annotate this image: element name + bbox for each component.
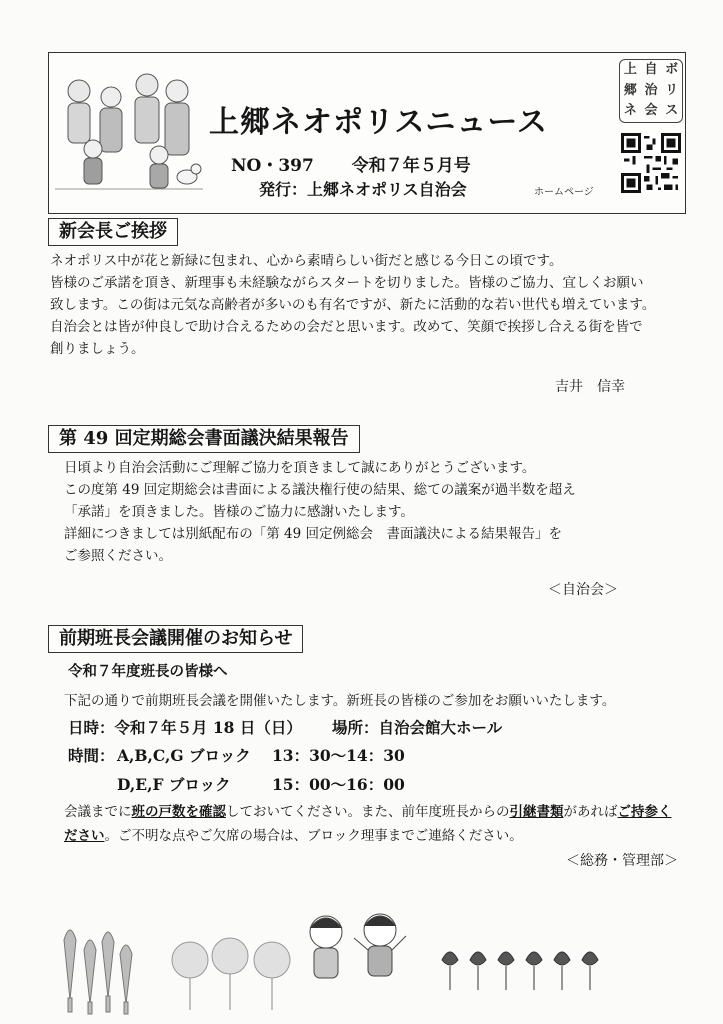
masthead — [48, 52, 686, 214]
association-logo: 上 自 ボ 郷 治 リ ネ 会 ス — [619, 59, 683, 123]
report-body: 日頃より自治会活動にご理解ご協力を頂きまして誠にありがとうございます。 この度第 49 回定期総会は書面による議決権行使の結果、総ての議案が過半数を超え 「承諾」を頂きました。皆様のご協力に感謝いたします。 詳細につきましては別紙配布の「第 49 回定例総会 書面議決による結果報告」を ご参照ください。 — [64, 460, 576, 564]
report-signature: ＜自治会＞ — [548, 582, 618, 598]
tulips-illustration — [442, 952, 598, 990]
greeting-body: ネオポリス中が花と新緑に包まれ、心から素晴らしい街だと感じる今日この頃です。 皆様のご承諾を頂き、新理事も未経験ながらスタートを切りました。皆様のご協力、宜しくお願い 致します。この街は元気な高齢者が多いのも有名ですが、新たに活動的な若い世代も増えています。 自治会とは皆が仲良しで助け合えるための会だと思います。改めて、笑顔で挨拶し合える街を皆で 創りましょう。 — [50, 253, 656, 357]
meeting-time-label: 時間： — [68, 746, 115, 765]
children-illustration — [310, 914, 406, 978]
issue-number: NO・397 — [231, 156, 314, 176]
greeting-heading: 新会長ご挨拶 — [48, 218, 178, 246]
flower-bushes-illustration — [172, 938, 290, 1010]
trees-illustration — [64, 930, 132, 1014]
publisher: 発行：上郷ネオポリス自治会 — [259, 180, 467, 199]
meeting-intro: 下記の通りで前期班長会議を開催いたします。新班長の皆様のご参加をお願いいたします。 — [64, 693, 616, 709]
meeting-signature: ＜総務・管理部＞ — [566, 853, 678, 869]
issue-date: 令和７年５月号 — [351, 156, 471, 176]
family-illustration — [55, 65, 203, 195]
issue-info — [231, 151, 471, 176]
meeting-place: 場所：自治会館大ホール — [332, 718, 503, 737]
meeting-greeting: 令和７年度班長の皆様へ — [68, 663, 228, 680]
homepage-label: ホームページ — [534, 187, 594, 198]
newsletter-title: 上郷ネオポリスニュース — [209, 105, 548, 140]
slot-2-blocks: D,E,F ブロック — [117, 775, 231, 794]
footer-illustration — [50, 880, 690, 1020]
slot-2-time: 15：00～16：00 — [272, 775, 405, 794]
greeting-signature: 吉井 信幸 — [555, 379, 625, 395]
slot-1-time: 13：30～14：30 — [272, 746, 405, 765]
homepage-qr-code[interactable] — [621, 133, 681, 193]
meeting-datetime: 日時：令和７年５月 18 日（日） — [68, 718, 302, 737]
meeting-heading: 前期班長会議開催のお知らせ — [48, 625, 303, 653]
report-heading: 第 49 回定期総会書面議決結果報告 — [48, 425, 360, 453]
meeting-note: 会議までに班の戸数を確認しておいてください。また、前年度班長からの引継書類があればご持参ください。ご不明な点やご欠席の場合は、ブロック理事までご連絡ください。 — [64, 804, 672, 844]
slot-1-blocks: A,B,C,G ブロック — [117, 746, 251, 765]
